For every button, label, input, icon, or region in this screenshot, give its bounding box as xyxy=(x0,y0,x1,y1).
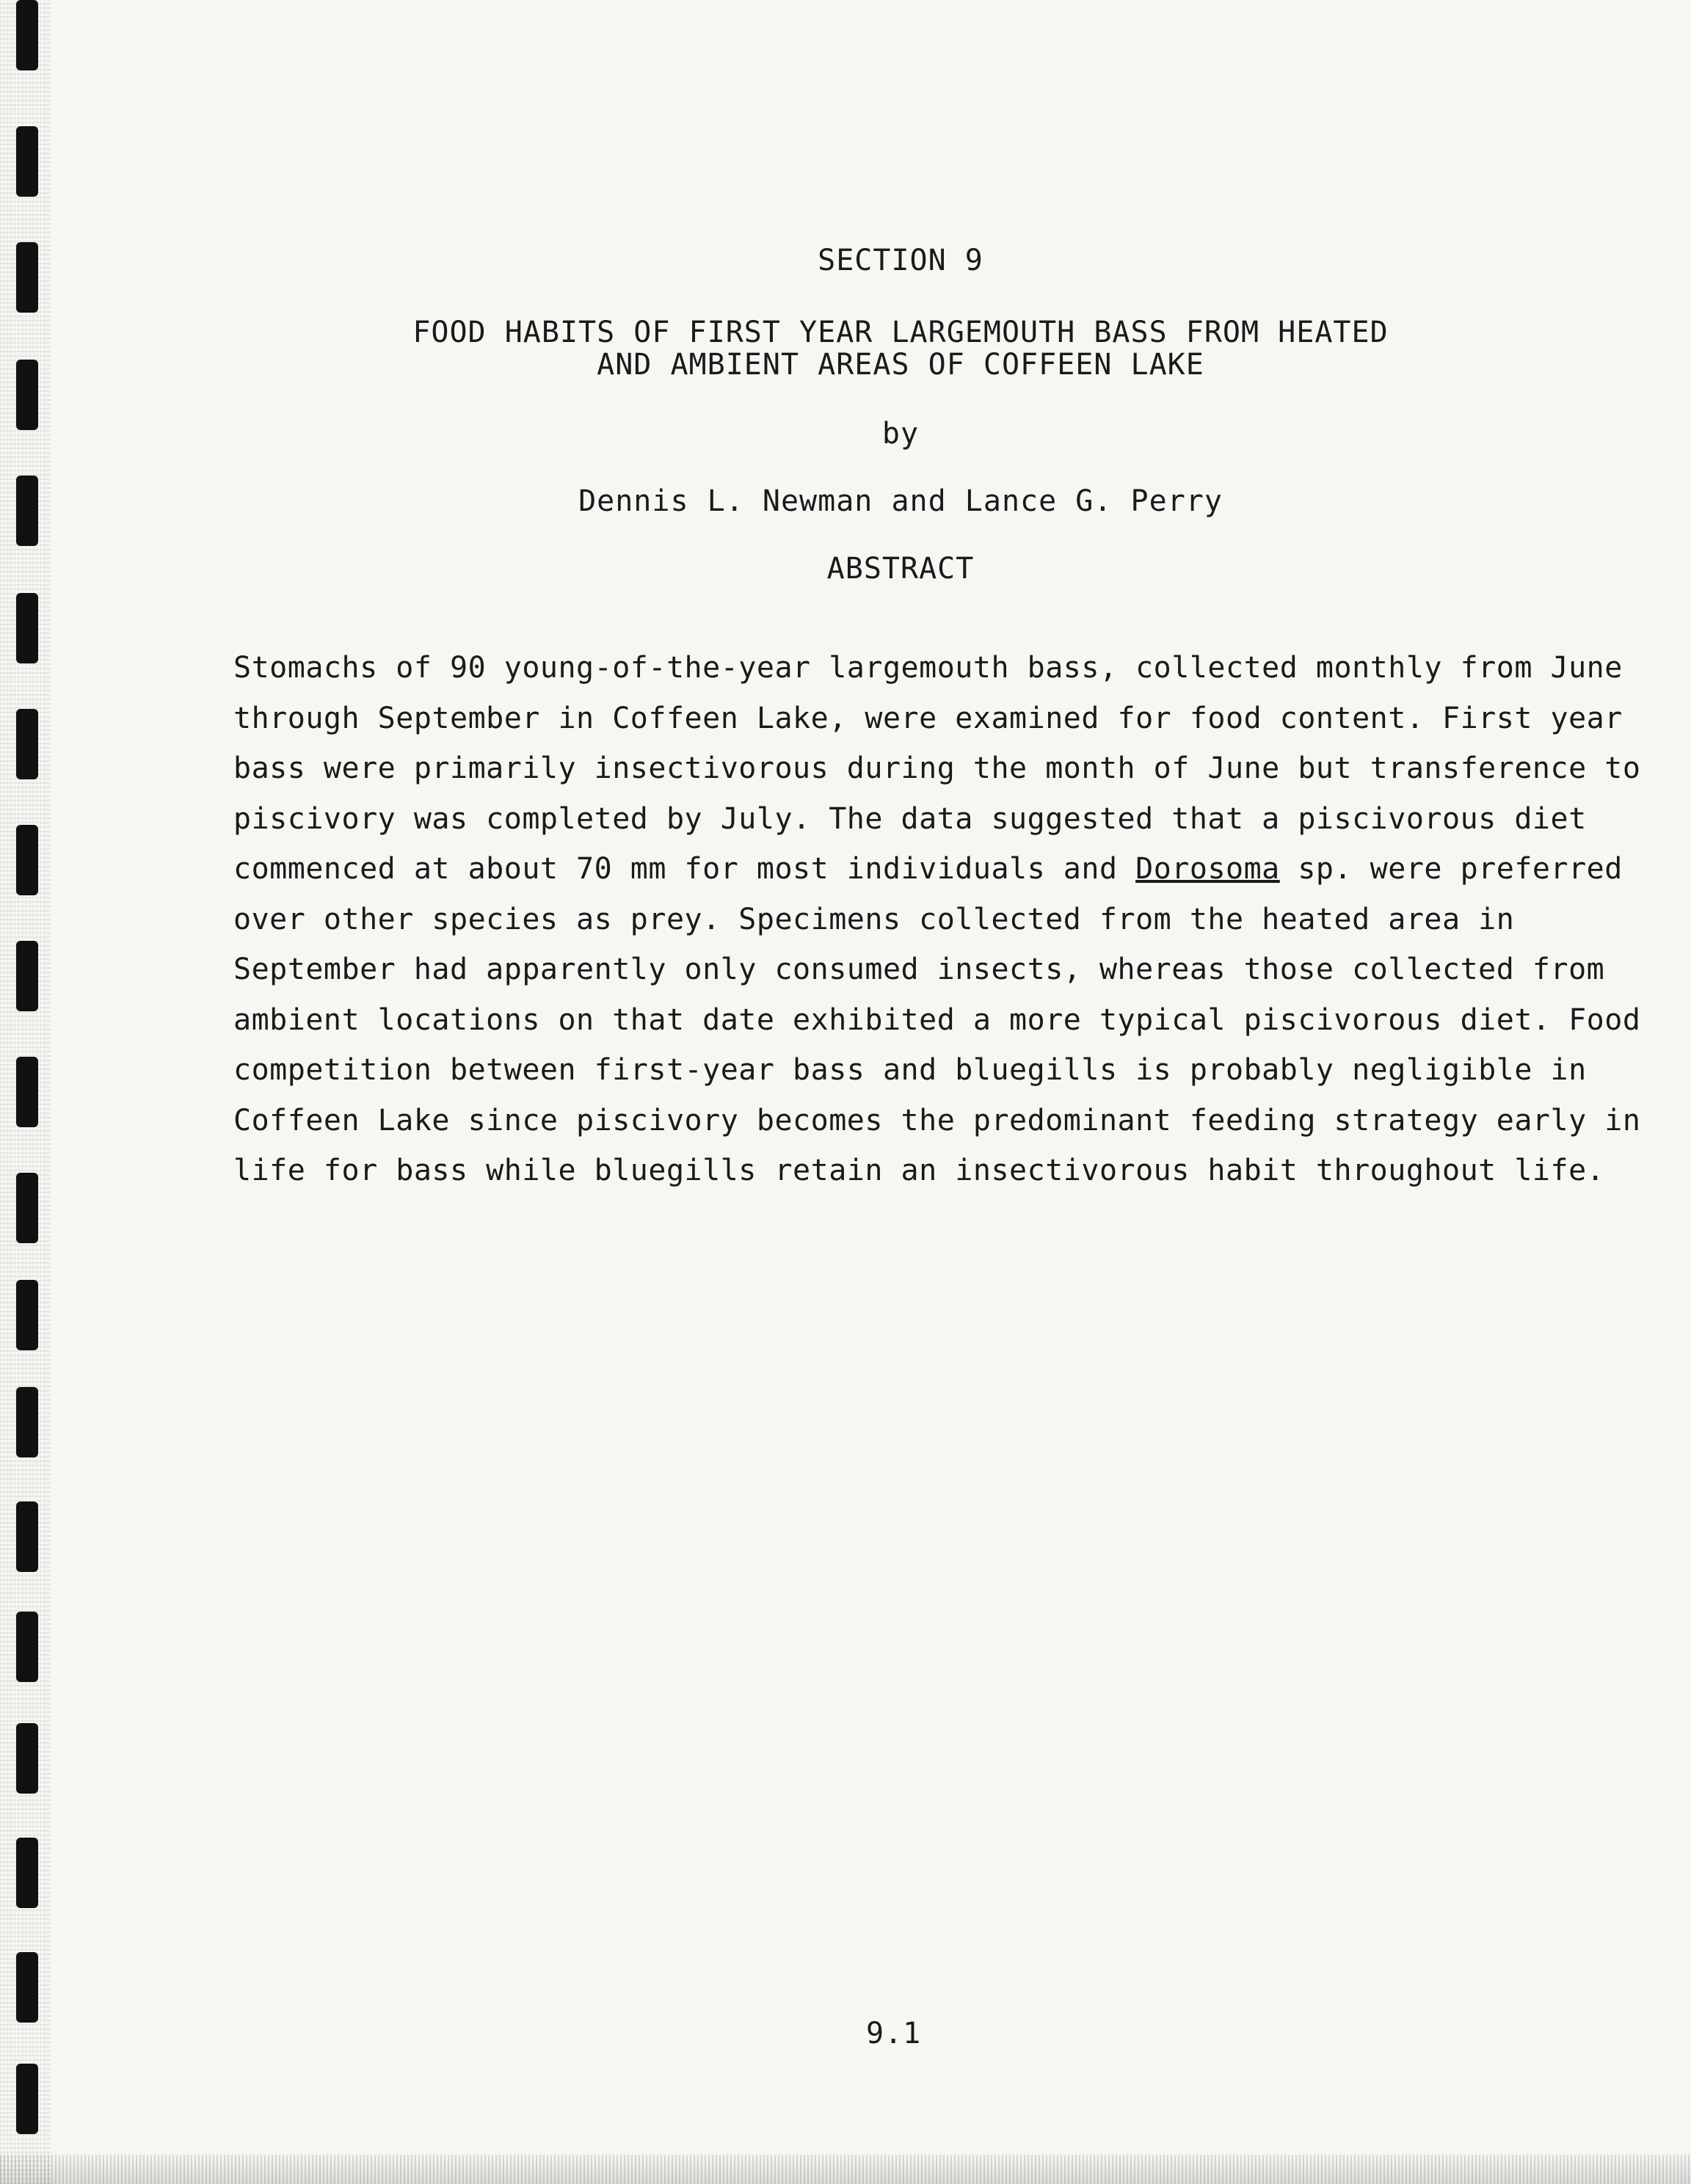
abstract-line-part: commenced at about 70 mm for most individuals and xyxy=(233,852,1136,886)
binding-hole xyxy=(16,1838,38,1908)
abstract-line: ambient locations on that date exhibited a more typical piscivorous diet. Food xyxy=(233,1002,1641,1037)
binding-hole xyxy=(16,1173,38,1243)
abstract-line: life for bass while bluegills retain an insectivorous habit throughout life. xyxy=(233,1154,1605,1187)
section-heading: SECTION 9 xyxy=(818,244,983,277)
abstract-line: piscivory was completed by July. The data suggested that a piscivorous diet xyxy=(233,801,1587,836)
binding-hole xyxy=(16,1502,38,1572)
title-line-2: AND AMBIENT AREAS OF COFFEEN LAKE xyxy=(597,348,1204,382)
binding-hole xyxy=(16,0,38,70)
binding-hole xyxy=(16,1952,38,2023)
abstract-line xyxy=(233,844,1623,895)
binding-hole xyxy=(16,941,38,1011)
title-line-1: FOOD HABITS OF FIRST YEAR LARGEMOUTH BASS FROM HEATED xyxy=(412,316,1389,349)
binding-hole xyxy=(16,709,38,779)
binding-hole xyxy=(16,1280,38,1350)
binding-hole xyxy=(16,1057,38,1127)
authors: Dennis L. Newman and Lance G. Perry xyxy=(578,484,1223,518)
abstract-line: over other species as prey. Specimens collected from the heated area in xyxy=(233,902,1515,936)
binding-hole xyxy=(16,126,38,197)
abstract-heading: ABSTRACT xyxy=(826,552,975,586)
abstract-body xyxy=(233,643,1641,1196)
binding-hole xyxy=(16,476,38,546)
binding-hole xyxy=(16,2064,38,2134)
abstract-line: bass were primarily insectivorous during the month of June but transference to xyxy=(233,751,1641,785)
binding-hole xyxy=(16,593,38,663)
abstract-line: through September in Coffeen Lake, were examined for food content. First year xyxy=(233,701,1623,735)
binding-hole xyxy=(16,1612,38,1682)
abstract-line-part: sp. were preferred xyxy=(1279,852,1623,886)
byline: by xyxy=(881,417,920,451)
page-number: 9.1 xyxy=(866,2017,922,2050)
abstract-line: Coffeen Lake since piscivory becomes the predominant feeding strategy early in xyxy=(233,1103,1641,1138)
abstract-line: September had apparently only consumed insects, whereas those collected from xyxy=(233,953,1605,986)
genus-name: Dorosoma xyxy=(1135,852,1280,886)
binding-hole xyxy=(16,242,38,313)
bottom-edge-texture xyxy=(0,2155,1691,2184)
abstract-line: Stomachs of 90 young-of-the-year largemouth bass, collected monthly from June xyxy=(233,651,1623,685)
binding-hole xyxy=(16,825,38,895)
binding-hole xyxy=(16,1723,38,1794)
binding-hole xyxy=(16,1387,38,1457)
binding-hole xyxy=(16,360,38,430)
abstract-line: competition between first-year bass and bluegills is probably negligible in xyxy=(233,1053,1587,1087)
